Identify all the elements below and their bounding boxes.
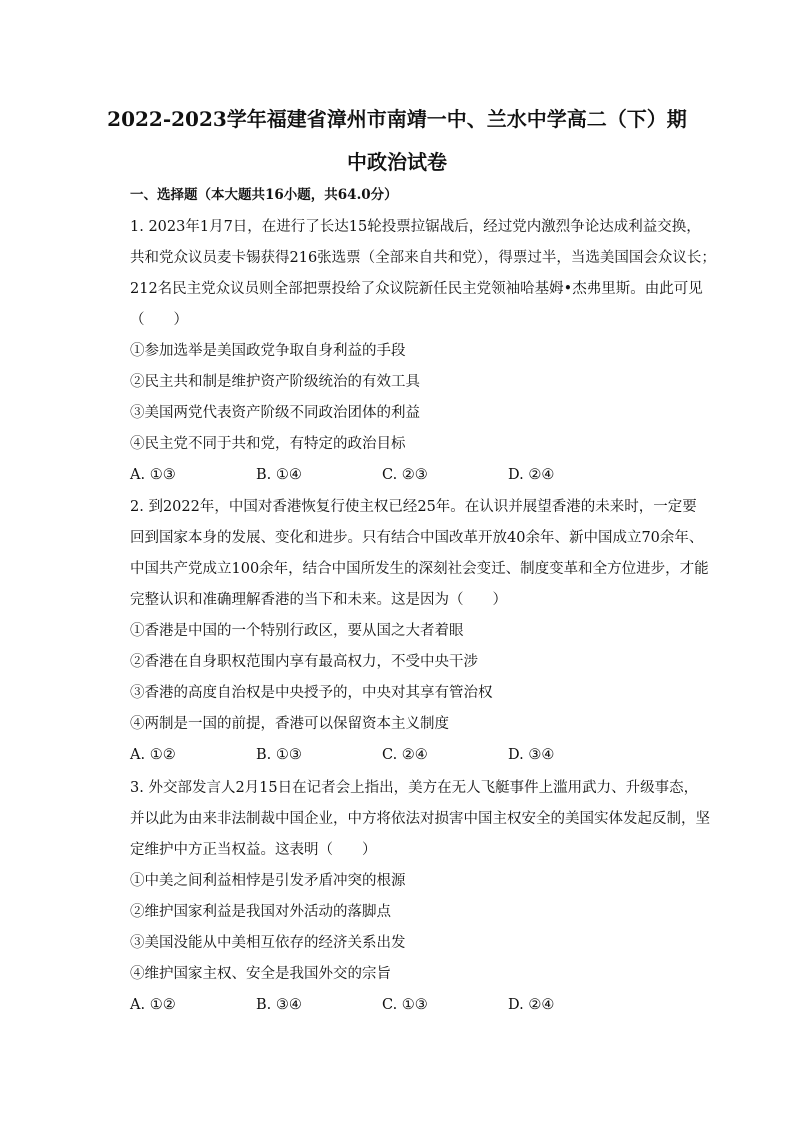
option-d[interactable]: D. ②④ bbox=[508, 997, 555, 1013]
option-c[interactable]: C. ①③ bbox=[382, 997, 428, 1013]
question-stem-line: 212名民主党众议员则全部把票投给了众议院新任民主党领袖哈基姆•杰弗里斯。由此可见 bbox=[130, 281, 703, 297]
option-c[interactable]: C. ②③ bbox=[382, 467, 428, 483]
option-b[interactable]: B. ①④ bbox=[256, 467, 302, 483]
question-stem-line: 并以此为由来非法制裁中国企业，中方将依法对损害中国主权安全的美国实体发起反制，坚 bbox=[130, 811, 710, 827]
question-stem-line: 2. 到2022年，中国对香港恢复行使主权已经25年。在认识并展望香港的未来时，一定要 bbox=[130, 499, 697, 515]
option-b[interactable]: B. ①③ bbox=[256, 747, 302, 763]
question-stem-line: （ ） bbox=[130, 312, 188, 328]
question-stem-line: 回到国家本身的发展、变化和进步。只有结合中国改革开放40余年、新中国成立70余年、 bbox=[130, 530, 704, 546]
statement: ③香港的高度自治权是中央授予的，中央对其享有管治权 bbox=[130, 685, 493, 701]
statement: ④两制是一国的前提，香港可以保留资本主义制度 bbox=[130, 716, 449, 732]
answer-options bbox=[130, 465, 700, 485]
statement: ①中美之间利益相悖是引发矛盾冲突的根源 bbox=[130, 873, 406, 889]
statement: ①参加选举是美国政党争取自身利益的手段 bbox=[130, 343, 406, 359]
exam-title-line-2: 中政治试卷 bbox=[347, 150, 447, 174]
exam-title-line-1: 2022-2023学年福建省漳州市南靖一中、兰水中学高二（下）期 bbox=[107, 107, 687, 131]
question-stem-line: 定维护中方正当权益。这表明（ ） bbox=[130, 842, 377, 858]
answer-options bbox=[130, 995, 700, 1015]
question-stem-line: 中国共产党成立100余年，结合中国所发生的深刻社会变迁、制度变革和全方位进步，才能 bbox=[130, 561, 709, 577]
statement: ④维护国家主权、安全是我国外交的宗旨 bbox=[130, 966, 391, 982]
question-stem-line: 完整认识和准确理解香港的当下和未来。这是因为（ ） bbox=[130, 592, 507, 608]
option-a[interactable]: A. ①② bbox=[130, 747, 176, 763]
option-d[interactable]: D. ③④ bbox=[508, 747, 555, 763]
statement: ③美国没能从中美相互依存的经济关系出发 bbox=[130, 935, 406, 951]
statement: ②香港在自身职权范围内享有最高权力，不受中央干涉 bbox=[130, 654, 478, 670]
section-heading: 一、选择题（本大题共16小题，共64.0分） bbox=[130, 187, 398, 203]
statement: ②民主共和制是维护资产阶级统治的有效工具 bbox=[130, 374, 420, 390]
option-a[interactable]: A. ①③ bbox=[130, 467, 176, 483]
statement: ④民主党不同于共和党，有特定的政治目标 bbox=[130, 436, 406, 452]
question-stem-line: 共和党众议员麦卡锡获得216张选票（全部来自共和党），得票过半，当选美国国会众议长； bbox=[130, 250, 716, 266]
statement: ③美国两党代表资产阶级不同政治团体的利益 bbox=[130, 405, 420, 421]
question-stem-line: 3. 外交部发言人2月15日在记者会上指出，美方在无人飞艇事件上滥用武力、升级事态， bbox=[130, 780, 699, 796]
answer-options bbox=[130, 745, 700, 765]
option-d[interactable]: D. ②④ bbox=[508, 467, 555, 483]
statement: ②维护国家利益是我国对外活动的落脚点 bbox=[130, 904, 391, 920]
question-stem-line: 1. 2023年1月7日，在进行了长达15轮投票拉锯战后，经过党内激烈争论达成利益交换， bbox=[130, 219, 701, 235]
option-b[interactable]: B. ③④ bbox=[256, 997, 302, 1013]
option-c[interactable]: C. ②④ bbox=[382, 747, 428, 763]
statement: ①香港是中国的一个特别行政区，要从国之大者着眼 bbox=[130, 623, 464, 639]
option-a[interactable]: A. ①② bbox=[130, 997, 176, 1013]
